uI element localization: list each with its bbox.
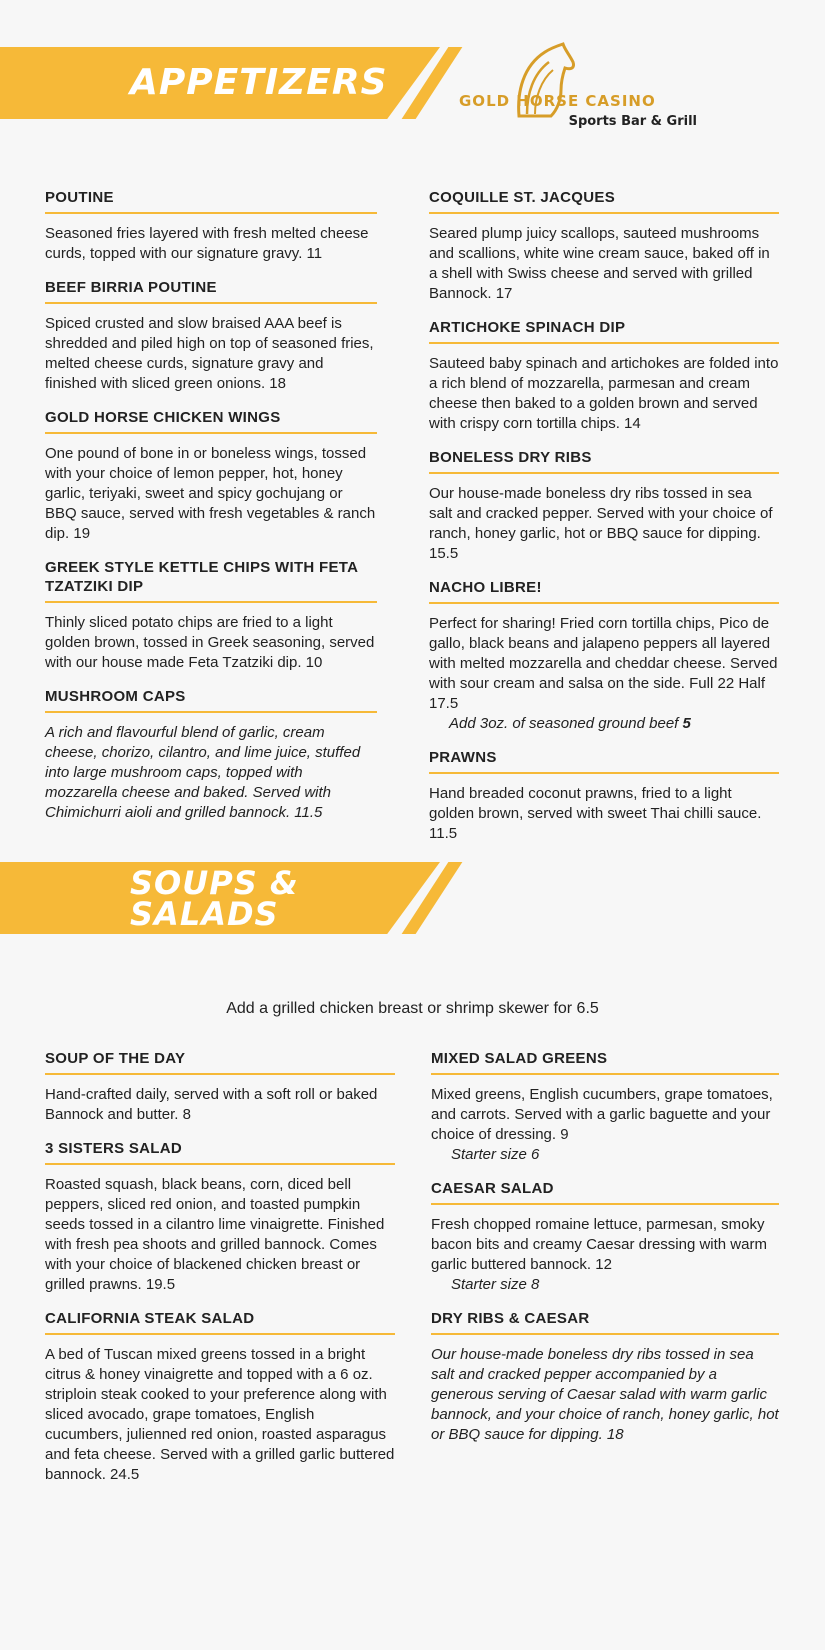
menu-item-caesar-salad	[431, 1179, 779, 1295]
appetizers-right-column	[429, 188, 779, 858]
menu-item-kettle-chips	[45, 558, 377, 673]
item-description: Seasoned fries layered with fresh melted cheese curds, topped with our signature gravy. 11	[45, 225, 369, 262]
item-description: A rich and flavourful blend of garlic, cream cheese, chorizo, cilantro, and lime juice, stuffed into large mushroom caps, topped with mozzarella cheese and baked. Served with Chimichurri aioli and grilled bannock. 11.5	[45, 724, 361, 821]
item-description: Hand breaded coconut prawns, fried to a light golden brown, served with sweet Thai chilli sauce. 11.5	[429, 785, 762, 842]
item-description: One pound of bone in or boneless wings, tossed with your choice of lemon pepper, hot, honey garlic, teriyaki, sweet and spicy gochujang or BBQ sauce, served with fresh vegetables & ranch dip. 19	[45, 445, 376, 542]
item-description	[429, 614, 779, 734]
logo-name: GOLD HORSE CASINO	[459, 92, 656, 110]
menu-item-nacho-libre	[429, 578, 779, 734]
item-description: Thinly sliced potato chips are fried to a light golden brown, tossed in Greek seasoning, served with our house made Feta Tzatziki dip. 10	[45, 614, 375, 671]
item-title: CAESAR SALAD	[431, 1179, 779, 1205]
soups-heading-line2: SALADS	[130, 895, 279, 933]
menu-item-dry-ribs	[429, 448, 779, 564]
item-description: Our house-made boneless dry ribs tossed in sea salt and cracked pepper accompanied by a generous serving of Caesar salad with warm garlic bannock, and your choice of ranch, honey garlic, hot or BBQ sauce for dipping. 18	[431, 1346, 779, 1443]
appetizers-heading: APPETIZERS	[130, 62, 388, 103]
item-description: Spiced crusted and slow braised AAA beef is shredded and piled high on top of seasoned fries, melted cheese curds, signature gravy and finished with sliced green onions. 18	[45, 315, 374, 392]
item-title: NACHO LIBRE!	[429, 578, 779, 604]
add-protein-note: Add a grilled chicken breast or shrimp skewer for 6.5	[226, 1000, 599, 1017]
menu-item-mushroom-caps	[45, 687, 377, 823]
menu-item-coquille	[429, 188, 779, 304]
menu-item-chicken-wings	[45, 408, 377, 544]
item-title: POUTINE	[45, 188, 377, 214]
item-description-text: Mixed greens, English cucumbers, grape tomatoes, and carrots. Served with a garlic baguette and your choice of dressing. 9	[431, 1086, 773, 1143]
item-description: Roasted squash, black beans, corn, diced bell peppers, sliced red onion, and toasted pumpkin seeds tossed in a cilantro lime vinaigrette. Finished with fresh pea shoots and grilled bannock. Comes with your choice of blackened chicken breast or grilled prawns. 19.5	[45, 1176, 385, 1293]
item-description: Hand-crafted daily, served with a soft roll or baked Bannock and butter. 8	[45, 1086, 378, 1123]
item-title: COQUILLE ST. JACQUES	[429, 188, 779, 214]
soups-right-column	[431, 1049, 779, 1459]
item-title: BEEF BIRRIA POUTINE	[45, 278, 377, 304]
soups-heading	[130, 864, 299, 933]
item-title: MIXED SALAD GREENS	[431, 1049, 779, 1075]
item-description: Sauteed baby spinach and artichokes are folded into a rich blend of mozzarella, parmesan and cream cheese then baked to a golden brown and served with crispy corn tortilla chips. 14	[429, 355, 779, 432]
menu-item-beef-birria-poutine	[45, 278, 377, 394]
item-description-text: Fresh chopped romaine lettuce, parmesan, smoky bacon bits and creamy Caesar dressing with warm garlic buttered bannock. 12	[431, 1216, 767, 1273]
menu-item-poutine	[45, 188, 377, 264]
menu-item-mixed-salad-greens	[431, 1049, 779, 1165]
item-title: MUSHROOM CAPS	[45, 687, 377, 713]
item-title: GOLD HORSE CHICKEN WINGS	[45, 408, 377, 434]
menu-item-dry-ribs-caesar	[431, 1309, 779, 1445]
item-starter-size: Starter size 6	[451, 1146, 540, 1163]
soups-left-column	[45, 1049, 395, 1499]
item-title: PRAWNS	[429, 748, 779, 774]
addon-price: 5	[682, 715, 691, 732]
item-description: A bed of Tuscan mixed greens tossed in a bright citrus & honey vinaigrette and topped with a 6 oz. striploin steak cooked to your preference along with sliced avocado, grape tomatoes, English cucumbers, julienned red onion, roasted asparagus and feta cheese. Served with a grilled garlic buttered bannock. 24.5	[45, 1346, 395, 1483]
soups-heading-line1: SOUPS &	[130, 864, 299, 902]
addon-text: Add 3oz. of seasoned ground beef	[449, 715, 683, 732]
item-title: BONELESS DRY RIBS	[429, 448, 779, 474]
item-description	[431, 1215, 779, 1295]
item-title: ARTICHOKE SPINACH DIP	[429, 318, 779, 344]
appetizers-left-column	[45, 188, 377, 837]
item-description-text: Perfect for sharing! Fried corn tortilla chips, Pico de gallo, black beans and jalapeno peppers all layered with melted mozzarella and cheddar cheese. Served with sour cream and salsa on the side. Full 22 Half 17.5	[429, 615, 778, 712]
menu-item-soup-of-the-day	[45, 1049, 395, 1125]
item-title: SOUP OF THE DAY	[45, 1049, 395, 1075]
item-description: Seared plump juicy scallops, sauteed mushrooms and scallions, white wine cream sauce, baked off in a shell with Swiss cheese and served with grilled Bannock. 17	[429, 225, 770, 302]
menu-item-3-sisters-salad	[45, 1139, 395, 1295]
menu-item-california-steak-salad	[45, 1309, 395, 1485]
item-starter-size: Starter size 8	[451, 1276, 540, 1293]
item-title: 3 SISTERS SALAD	[45, 1139, 395, 1165]
menu-item-artichoke-dip	[429, 318, 779, 434]
logo-subtitle: Sports Bar & Grill	[568, 114, 697, 129]
gold-horse-logo	[455, 40, 715, 135]
item-description	[431, 1085, 779, 1165]
menu-item-prawns	[429, 748, 779, 844]
item-description: Our house-made boneless dry ribs tossed in sea salt and cracked pepper. Served with your choice of ranch, honey garlic, hot or BBQ sauce for dipping. 15.5	[429, 485, 773, 562]
item-title: DRY RIBS & CAESAR	[431, 1309, 779, 1335]
item-title: CALIFORNIA STEAK SALAD	[45, 1309, 395, 1335]
item-title: GREEK STYLE KETTLE CHIPS WITH FETA TZATZIKI DIP	[45, 558, 377, 603]
item-addon	[429, 714, 779, 734]
